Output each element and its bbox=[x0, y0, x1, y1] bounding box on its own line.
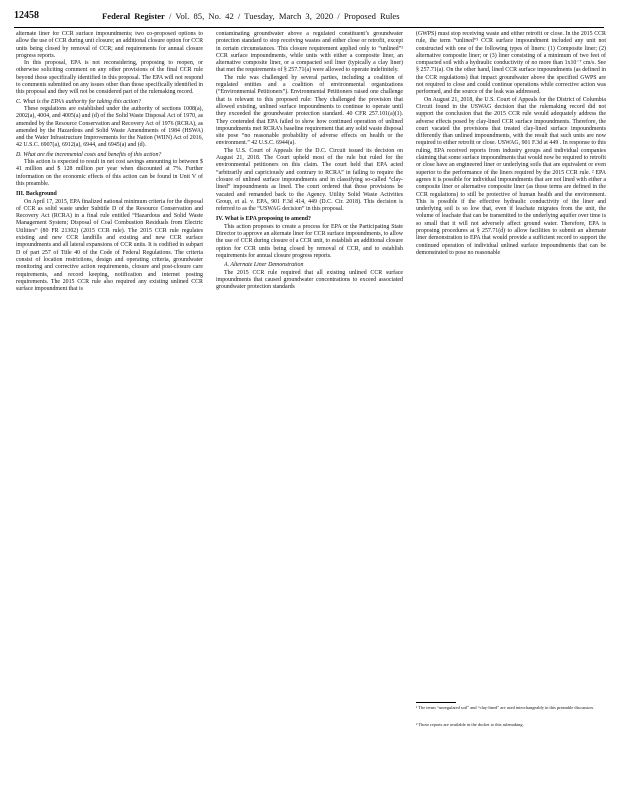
section-heading: IV. What is EPA proposing to amend? bbox=[216, 216, 311, 223]
paragraph: The rule was challenged by several parties, including a coalition of regulated entities and a coalition of environmental organizations (“Environmental Petitioners”). Environmental Petitioners raised one challenge that is relevant to this proposed rule: They challenged the provision that allowed existing, unlined surface impoundments to continue to operate until they exceeded the groundwater protection standard. 40 CFR 257.101(a)(1). They contended that EPA failed to show how continued operation of unlined impoundments met RCRA’s baseline requirement that any solid waste disposal site pose “no reasonable probability of adverse effects on health or the environment.” 42 U.S.C. 6944(a). bbox=[216, 74, 403, 147]
masthead bbox=[102, 8, 400, 24]
paragraph: In this proposal, EPA is not reconsidering, proposing to reopen, or otherwise soliciting comment on any other provisions of the final CCR rule beyond those specifically identified in this proposal. The EPA will not respond to comments submitted on any issues other than those specifically identified in this proposal and they will not be considered part of the rulemaking record. bbox=[16, 60, 203, 96]
paragraph: contaminating groundwater above a regulated constituent’s groundwater protection standard to stop receiving wastes and either close or retrofit, except in certain circumstances. This closure requirement applied only to “unlined”¹ CCR surface impoundments, while units with either a composite liner, an alternative composite liner, or a compacted soil liner (typically a clay liner) that met the requirements of § 257.71(a) were allowed to operate indefinitely. bbox=[216, 31, 403, 74]
question-heading: C. What is the EPA’s authority for taking this action? bbox=[16, 98, 141, 105]
paragraph: On April 17, 2015, EPA finalized national minimum criteria for the disposal of CCR as solid waste under Subtitle D of the Resource Conservation and Recovery Act (RCRA) in a final rule entitled “Hazardous and Solid Waste Management System; Disposal of Coal Combustion Residuals from Electric Utilities” (80 FR 21302) (2015 CCR rule). The 2015 CCR rule regulates existing and new CCR landfills and existing and new CCR surface impoundments and all lateral expansions of CCR units. It is codified in subpart D of part 257 of Title 40 of the Code of Federal Regulations. The criteria consist of location restrictions, design and operating criteria, groundwater monitoring and corrective action requirements, closure and post-closure care requirements, and record keeping, notification and internet posting requirements. The 2015 CCR rule also required any existing unlined CCR surface impoundment that is bbox=[16, 198, 203, 293]
paragraph: This action is expected to result in net cost savings amounting to between $ 41 million and $ 128 million per year when discounted at 7%. Further information on the economic effects of this action can be found in Unit V of this preamble. bbox=[16, 159, 203, 187]
text-column-1 bbox=[16, 31, 203, 791]
page-header bbox=[14, 8, 604, 24]
paragraph: On August 21, 2018, the U.S. Court of Appeals for the District of Columbia Circuit found in the USWAG decision that the rulemaking record did not support the conclusion that the 2015 CCR rule would adequately address the adverse effects posed by clay-lined CCR surface impoundments. Therefore, the court vacated the provisions that treated clay-lined surface impoundments differently than unlined impoundments, with the result that such units are now required to either retrofit or close. USWAG, 901 F.3d at 449 . In response to this ruling, EPA received reports from industry groups and individual companies claiming that some surface impoundments that would now be required to retrofit or close have an engineered liner or underlying soils that are equivalent or even superior to the performance of the liners required by the 2015 CCR rule. ² EPA agrees it is possible for individual impoundments that are not lined with either a composite liner or alternative composite liner (as those terms are defined in the CCR regulations) to still be protective of human health and the environment. This is possible if the effective hydraulic conductivity of the liner and underlying soil is so low that, even if leachate migrates from the unit, the volume of leachate that can be transmitted to the underlying aquifer over time is so small that it will not adversely affect ground water. Therefore, EPA is proposing procedures at § 257.71(d) to allow facilities to submit an alternate liner demonstration to EPA that would provide a sufficient record to support the continued operation of individual unlined surface impoundments that can be demonstrated to pose no reasonable bbox=[416, 96, 606, 256]
paragraph: The U.S. Court of Appeals for the D.C. Circuit issued its decision on August 21, 2018. The Court upheld most of the rule but ruled for the environmental petitioners on this claim. The court held that EPA acted “arbitrarily and capriciously and contrary to RCRA” in failing to require the closure of unlined surface impoundments and in classifying so-called “clay-lined” impoundments as lined. The court ordered that those provisions be vacated and remanded back to the Agency. Utility Solid Waste Activities Group, et al. v. EPA, 901 F.3d 414, 449 (D.C. Cir. 2018). This decision is referred to as the “USWAG decision” in this proposal. bbox=[216, 147, 403, 213]
footnote-2: ² Those reports are available in the docket to this rulemaking. bbox=[416, 722, 524, 727]
publication-title: Federal Register bbox=[102, 11, 165, 21]
section-heading: III. Background bbox=[16, 191, 57, 198]
paragraph: The 2015 CCR rule required that all existing unlined CCR surface impoundments that caused groundwater concentrations to exceed associated groundwater protection standards bbox=[216, 269, 403, 291]
paragraph: This action proposes to create a process for EPA or the Participating State Director to approve an alternate liner for CCR surface impoundments, to allow the use of CCR during closure of a CCR unit, to establish an additional closure option for CCR units being closed by removal of CCR, and to establish requirements for annual closure progress reports. bbox=[216, 223, 403, 259]
issue-details: / Vol. 85, No. 42 / Tuesday, March 3, 2020 / Proposed Rules bbox=[169, 11, 400, 21]
paragraph: alternate liner for CCR surface impoundments; two co-proposed options to allow the use of CCR during unit closure; an additional closure option for CCR units being closed by removal of CCR; and requirements for annual closure progress reports. bbox=[16, 31, 203, 59]
page-number: 12458 bbox=[14, 10, 39, 21]
question-heading: D. What are the incremental costs and benefits of this action? bbox=[16, 151, 162, 158]
paragraph: (GWPS) must stop receiving waste and either retrofit or close. In the 2015 CCR rule, the term “unlined”¹ CCR surface impoundment included any unit not constructed with one of the following types of liners: (1) Composite liner; (2) alternative composite liner; or (3) liner consisting of a minimum of two feet of compacted soil with a hydraulic conductivity of no more than 1x10⁻⁷ cm/s. See § 257.71(a). On the other hand, lined CCR surface impoundments (as defined in the CCR regulations) that impact groundwater above the specified GWPS are not required to close and could continue operations while corrective action was performed, and the source of the leak was addressed. bbox=[416, 31, 606, 96]
text-column-2 bbox=[216, 31, 403, 791]
text-column-3 bbox=[416, 31, 606, 791]
header-rule bbox=[14, 27, 604, 28]
footnote-1: ¹ The terms “unregulated soil” and “clay-lined” are used interchangeably in this preamble discussion. bbox=[416, 705, 594, 710]
footnote-rule bbox=[416, 702, 456, 703]
subsection-heading: A. Alternate Liner Demonstration bbox=[224, 262, 304, 269]
paragraph: These regulations are established under the authority of sections 1008(a), 2002(a), 4004, and 4005(a) and (d) of the Solid Waste Disposal Act of 1970, as amended by the Resource Conservation and Recovery Act of 1976 (RCRA), as amended by the Hazardous and Solid Waste Amendments of 1984 (HSWA) and the Water Infrastructure Improvements for the Nation (WIIN) Act of 2016, 42 U.S.C. 6907(a), 6912(a), 6944, and 6945(a) and (d). bbox=[16, 105, 203, 149]
